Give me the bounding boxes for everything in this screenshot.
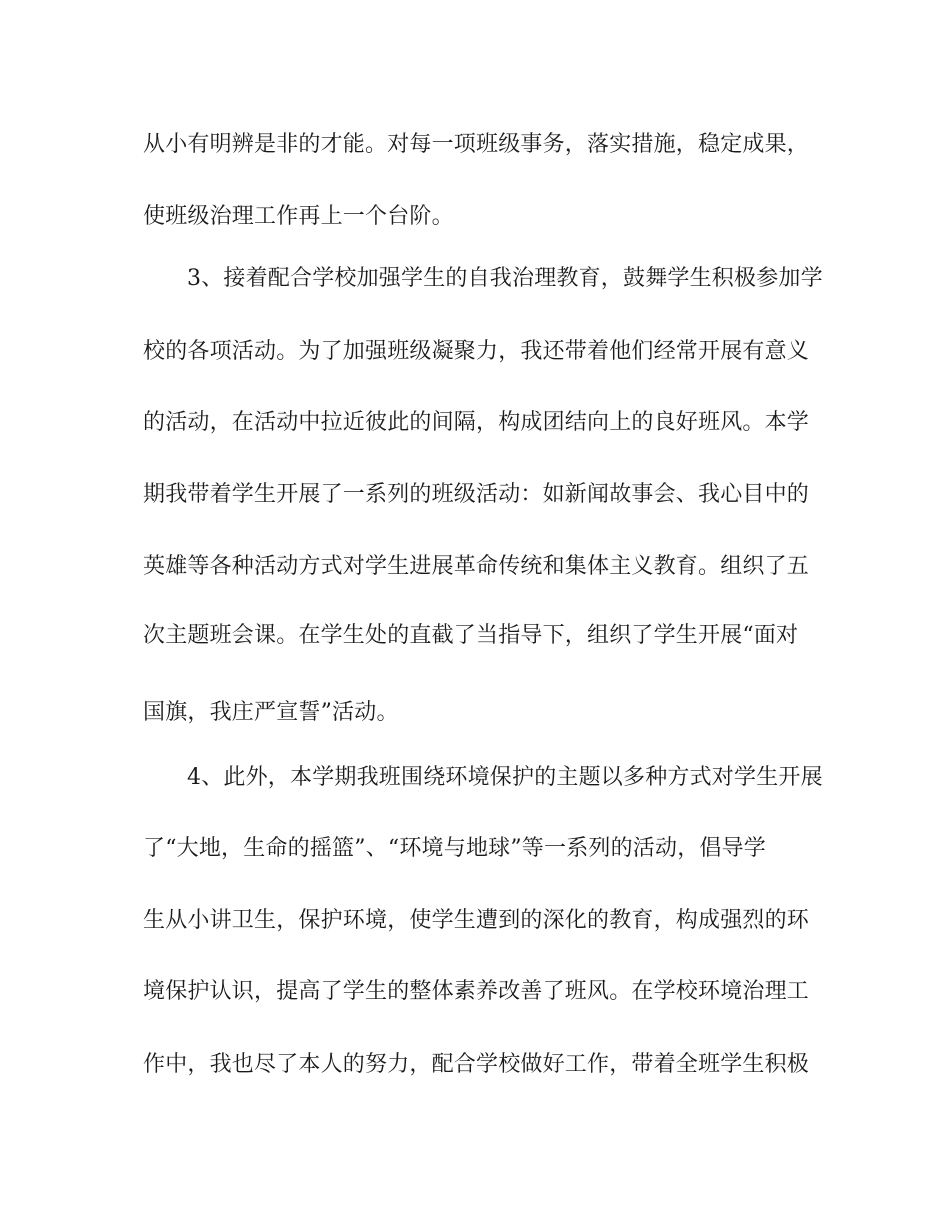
text-line: 次主题班会课。在学生处的直截了当指导下，组织了学生开展“面对 <box>143 623 799 648</box>
text-line: 校的各项活动。为了加强班级凝聚力，我还带着他们经常开展有意义 <box>143 339 810 364</box>
text-line: 期我带着学生开展了一系列的班级活动：如新闻故事会、我心目中的 <box>143 482 810 507</box>
text-line: 从小有明辨是非的才能。对每一项班级事务，落实措施，稳定成果， <box>143 132 810 157</box>
paragraph-3-start: 3、接着配合学校加强学生的自我治理教育，鼓舞学生积极参加学 <box>187 266 823 291</box>
text-line: 国旗，我庄严宣誓”活动。 <box>143 700 399 725</box>
text-line: 的活动，在活动中拉近彼此的间隔，构成团结向上的良好班风。本学 <box>143 410 810 435</box>
text-line: 境保护认识，提高了学生的整体素养改善了班风。在学校环境治理工 <box>143 979 810 1004</box>
text-line: 了“大地，生命的摇篮”、“环境与地球”等一系列的活动，倡导学 <box>143 836 766 861</box>
paragraph-4-start: 4、此外，本学期我班围绕环境保护的主题以多种方式对学生开展 <box>187 765 823 790</box>
text-line: 作中，我也尽了本人的努力，配合学校做好工作，带着全班学生积极 <box>143 1052 810 1077</box>
text-line: 使班级治理工作再上一个台阶。 <box>143 204 454 229</box>
text-line: 英雄等各种活动方式对学生进展革命传统和集体主义教育。组织了五 <box>143 554 810 579</box>
text-line: 生从小讲卫生，保护环境，使学生遭到的深化的教育，构成强烈的环 <box>143 908 810 933</box>
